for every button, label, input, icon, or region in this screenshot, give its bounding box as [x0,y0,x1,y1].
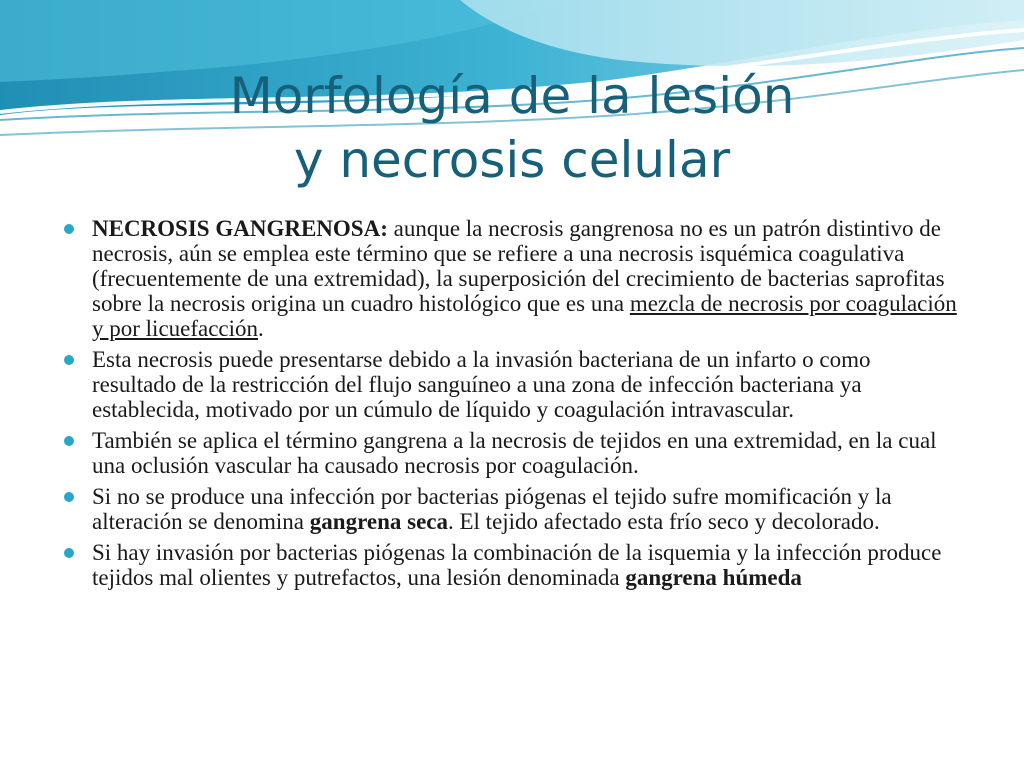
bullet-3-text: También se aplica el término gangrena a la necrosis de tejidos en una extremidad, en la cual una oclusión vascular ha causado necrosis por coagulación. [92,428,937,478]
bullet-dot-icon [64,548,74,558]
bullet-item-2 [60,347,960,422]
bullet-dot-icon [64,355,74,365]
bullet-list [60,216,960,596]
bullet-4-bold: gangrena seca [309,509,448,534]
bullet-item-1 [60,216,960,341]
bullet-dot-icon [64,224,74,234]
bullet-item-3 [60,428,960,478]
bullet-dot-icon [64,436,74,446]
bullet-1-lead: NECROSIS GANGRENOSA: [92,216,388,241]
title-line-1: Morfología de la lesión [229,67,795,125]
bullet-5-bold: gangrena húmeda [625,565,802,590]
bullet-dot-icon [64,492,74,502]
title-line-2: y necrosis celular [293,131,731,189]
bullet-1-text: aunque la necrosis gangrenosa no es un patrón distintivo de necrosis, aún se emplea este término que se refiere a una necrosis isquémica coagulativa (frecuentemente de una extremidad), la superposición del crecimiento de bacterias saprofitas sobre la necrosis origina un cuadro histológico que es una [92,216,945,316]
bullet-4-text-after: . El tejido afectado esta frío seco y decolorado. [447,509,880,534]
bullet-item-4 [60,484,960,534]
bullet-4-text-before: Si no se produce una infección por bacterias piógenas el tejido sufre momificación y la alteración se denomina [92,484,892,534]
bullet-1-underlined: mezcla de necrosis por coagulación y por licuefacción [92,291,957,341]
bullet-5-text-before: Si hay invasión por bacterias piógenas la combinación de la isquemia y la infección produce tejidos mal olientes y putrefactos, una lesión denominada [92,540,942,590]
bullet-2-text: Esta necrosis puede presentarse debido a la invasión bacteriana de un infarto o como resultado de la restricción del flujo sanguíneo a una zona de infección bacteriana ya establecida, motivado por un cúmulo de líquido y coagulación intravascular. [92,347,871,422]
bullet-1-tail: . [258,316,264,341]
slide-title [0,64,1024,192]
bullet-item-5 [60,540,960,590]
